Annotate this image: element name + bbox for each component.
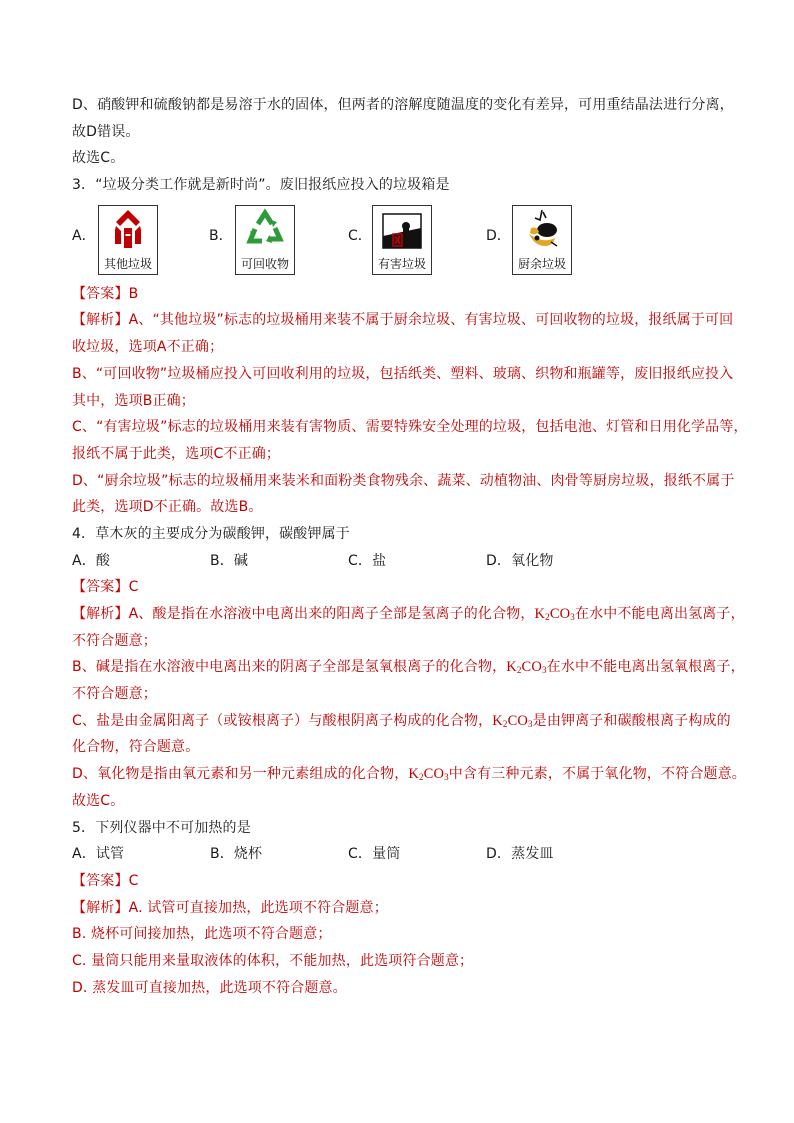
- analysis-line: [72, 708, 732, 735]
- analysis-text: 中含有三种元素，不属于氧化物，不符合题意。: [448, 766, 746, 783]
- analysis-line: [72, 895, 732, 922]
- analysis-line: 报纸不属于此类，选项C不正确；: [72, 445, 281, 462]
- document-page: [72, 92, 748, 1001]
- chemical-formula: $K_2CO_3$: [534, 606, 575, 622]
- analysis-line: 不符合题意；: [72, 632, 157, 649]
- bin-caption: 有害垃圾: [377, 256, 426, 271]
- question-5-options: [72, 841, 732, 868]
- analysis-text: 是由钾离子和碳酸根离子构成的: [532, 712, 731, 729]
- option-b: B．烧杯: [210, 846, 263, 863]
- other-waste-bin: [98, 205, 158, 275]
- question-5-stem: 5．下列仪器中不可加热的是: [72, 819, 251, 836]
- option-d-label: D．: [486, 227, 511, 244]
- analysis-line: B、“可回收物”垃圾桶应投入可回收利用的垃圾，包括纸类、塑料、玻璃、织物和瓶罐等，废旧报纸应投入: [72, 365, 734, 382]
- analysis-line: [72, 601, 745, 628]
- option-a: A．试管: [72, 846, 125, 863]
- analysis-tag: 【解析】: [72, 606, 129, 622]
- recyclable-bin: [235, 205, 295, 275]
- question-4-stem: 4．草木灰的主要成分为碳酸钾，碳酸钾属于: [72, 525, 350, 542]
- answer-value: C: [128, 872, 139, 889]
- analysis-line: [72, 761, 746, 788]
- answer-tag: 【答案】: [72, 285, 129, 302]
- question-5-answer: [72, 868, 732, 895]
- hazardous-waste-icon: [373, 206, 431, 254]
- answer-tag: 【答案】: [72, 872, 129, 889]
- option-d: D．蒸发皿: [486, 846, 554, 863]
- analysis-line: 其中，选项B正确；: [72, 392, 195, 409]
- analysis-line: 不符合题意；: [72, 686, 157, 703]
- kitchen-waste-icon: [513, 206, 571, 254]
- chemical-formula: $K_2CO_3$: [506, 659, 547, 676]
- other-waste-icon: [99, 206, 157, 254]
- analysis-line: 故选C。: [72, 792, 125, 809]
- text-line: D、硝酸钾和硫酸钠都是易溶于水的固体，但两者的溶解度随温度的变化有差异，可用重结晶法进行分离，: [72, 97, 734, 113]
- question-3-stem: 3．“垃圾分类工作就是新时尚”。废旧报纸应投入的垃圾箱是: [72, 177, 450, 194]
- bin-caption: 可回收物: [240, 256, 289, 271]
- analysis-line: D、“厨余垃圾”标志的垃圾桶用来装米和面粉类食物残余、蔬菜、动植物油、肉骨等厨房垃圾，报纸不属于: [72, 472, 735, 489]
- analysis-line: 收垃圾，选项A不正确；: [72, 339, 224, 356]
- question-4-options: [72, 548, 732, 575]
- analysis-text: 在水中不能电离出氢氧根离子，: [546, 659, 745, 676]
- hazardous-bin: [372, 205, 432, 275]
- bin-caption: 厨余垃圾: [517, 256, 566, 271]
- question-3-options: [72, 199, 732, 271]
- analysis-line: 此类，选项D不正确。故选B。: [72, 499, 263, 516]
- analysis-text: A、“其他垃圾”标志的垃圾桶用来装不属于厨余垃圾、有害垃圾、可回收物的垃圾，报纸属于可回: [128, 312, 734, 329]
- option-b: B．碱: [210, 552, 249, 569]
- option-c: C．量筒: [348, 846, 401, 863]
- option-c-label: C．: [348, 227, 372, 244]
- answer-value: C: [128, 579, 139, 596]
- answer-tag: 【答案】: [72, 579, 129, 596]
- option-a-label: A．: [72, 227, 96, 244]
- text-line: 故选C。: [72, 150, 125, 167]
- analysis-line: [72, 654, 745, 681]
- analysis-text: D、氧化物是指由氧元素和另一种元素组成的化合物，: [72, 766, 409, 783]
- bin-caption: 其他垃圾: [103, 256, 152, 271]
- analysis-tag: 【解析】: [72, 312, 129, 329]
- question-3-answer: [72, 281, 732, 308]
- analysis-text: 在水中不能电离出氢离子，: [574, 606, 745, 622]
- answer-value: B: [128, 285, 139, 302]
- question-4-answer: [72, 574, 732, 601]
- analysis-line: B. 烧杯可间接加热，此选项不符合题意；: [72, 926, 332, 943]
- option-b-label: B．: [209, 227, 233, 244]
- analysis-line: [72, 307, 732, 334]
- chemical-formula: $K_2CO_3$: [408, 766, 449, 783]
- option-c: C．盐: [348, 552, 387, 569]
- analysis-text: A. 试管可直接加热，此选项不符合题意；: [128, 899, 388, 916]
- recycle-icon: [236, 206, 294, 254]
- option-a: A．酸: [72, 552, 111, 569]
- chemical-formula: $K_2CO_3$: [492, 712, 533, 729]
- analysis-line: C. 量筒只能用来量取液体的体积，不能加热，此选项符合题意；: [72, 952, 474, 969]
- option-d: D．氧化物: [486, 552, 554, 569]
- analysis-line: C、“有害垃圾”标志的垃圾桶用来装有害物质、需要特殊安全处理的垃圾，包括电池、灯管和日用化学品等，: [72, 419, 748, 436]
- analysis-text: C、盐是由金属阳离子（或铵根离子）与酸根阴离子构成的化合物，: [72, 712, 493, 729]
- analysis-text: B、碱是指在水溶液中电离出来的阴离子全部是氢氧根离子的化合物，: [72, 659, 507, 676]
- text-line: 故D错误。: [72, 123, 140, 140]
- analysis-line: D. 蒸发皿可直接加热，此选项不符合题意。: [72, 979, 347, 996]
- analysis-tag: 【解析】: [72, 899, 129, 916]
- kitchen-waste-bin: [512, 205, 572, 275]
- analysis-line: 化合物，符合题意。: [72, 739, 200, 756]
- analysis-text: A、酸是指在水溶液中电离出来的阳离子全部是氢离子的化合物，: [128, 606, 535, 622]
